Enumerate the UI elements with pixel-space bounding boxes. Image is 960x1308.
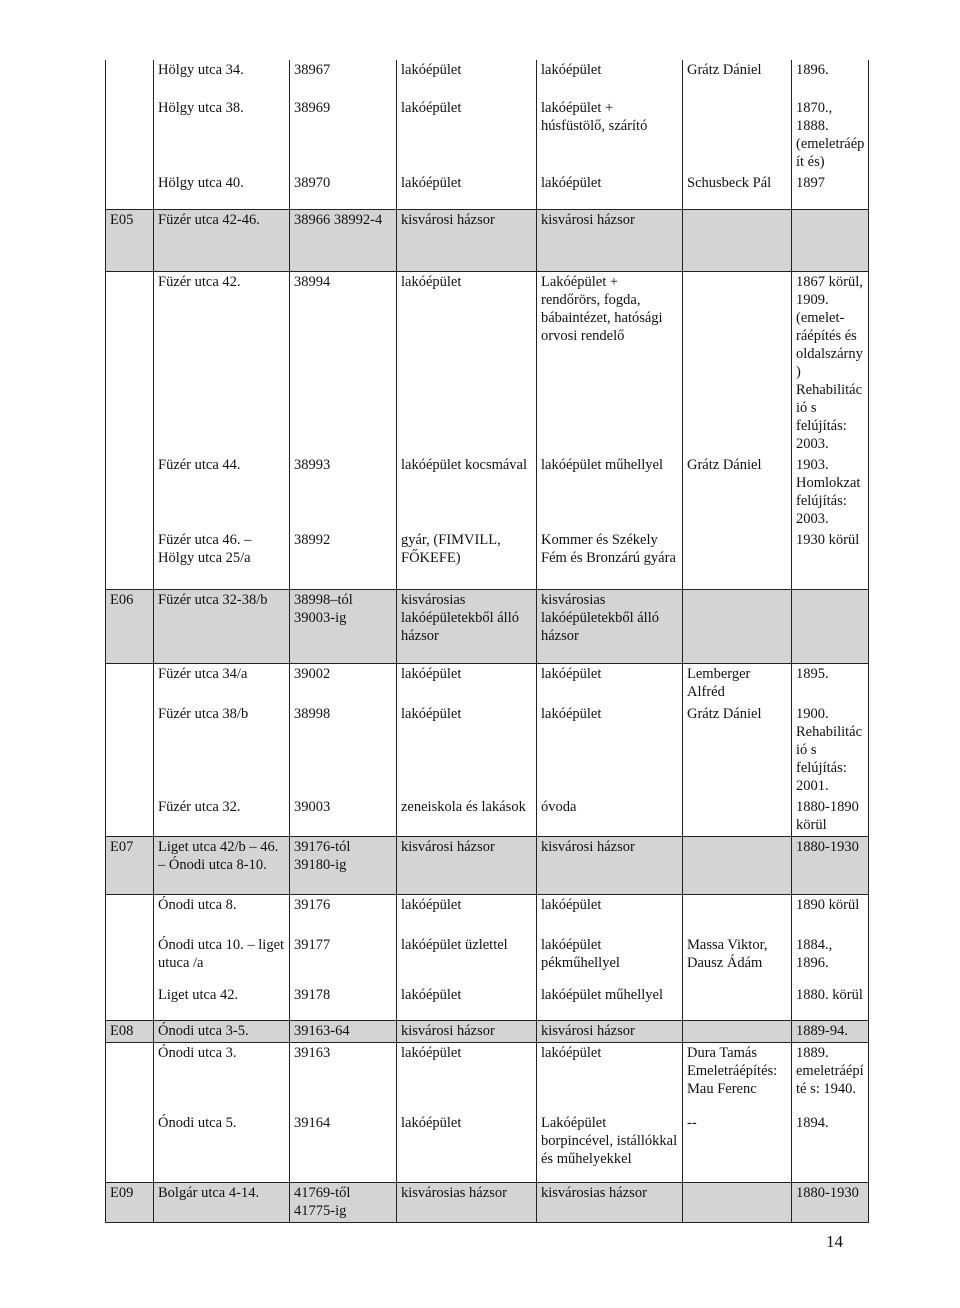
date-cell: 1930 körül bbox=[792, 530, 869, 590]
original-function-cell: lakóépület bbox=[397, 60, 537, 98]
entry-id bbox=[106, 797, 154, 837]
builder-cell bbox=[683, 797, 792, 837]
builder-cell: Massa Viktor, Dausz Ádám bbox=[683, 935, 792, 985]
builder-cell: Schusbeck Pál bbox=[683, 173, 792, 209]
builder-cell bbox=[683, 209, 792, 271]
date-cell: 1894. bbox=[792, 1113, 869, 1183]
lot-number-cell: 39163-64 bbox=[290, 1021, 397, 1043]
address-cell: Ónodi utca 3-5. bbox=[154, 1021, 290, 1043]
original-function-cell: lakóépület bbox=[397, 1043, 537, 1113]
table-row bbox=[106, 1043, 869, 1113]
entry-id bbox=[106, 271, 154, 455]
address-cell: Füzér utca 38/b bbox=[154, 704, 290, 797]
table-row bbox=[106, 895, 869, 935]
current-function-cell: lakóépület bbox=[537, 895, 683, 935]
original-function-cell: kisvárosi házsor bbox=[397, 1021, 537, 1043]
address-cell: Hölgy utca 34. bbox=[154, 60, 290, 98]
building-register-table bbox=[105, 60, 869, 1223]
table-row bbox=[106, 797, 869, 837]
lot-number-cell: 38970 bbox=[290, 173, 397, 209]
original-function-cell: zeneiskola és lakások bbox=[397, 797, 537, 837]
group-row bbox=[106, 590, 869, 664]
address-cell: Ónodi utca 8. bbox=[154, 895, 290, 935]
lot-number-cell: 39176 bbox=[290, 895, 397, 935]
address-cell: Ónodi utca 3. bbox=[154, 1043, 290, 1113]
date-cell: 1870., 1888. (emeletráépít és) bbox=[792, 98, 869, 173]
entry-id bbox=[106, 530, 154, 590]
builder-cell: -- bbox=[683, 1113, 792, 1183]
date-cell: 1890 körül bbox=[792, 895, 869, 935]
group-row bbox=[106, 1183, 869, 1223]
builder-cell: Grátz Dániel bbox=[683, 704, 792, 797]
lot-number-cell: 38966 38992-4 bbox=[290, 209, 397, 271]
original-function-cell: lakóépület bbox=[397, 98, 537, 173]
date-cell: 1880-1890 körül bbox=[792, 797, 869, 837]
entry-id bbox=[106, 173, 154, 209]
current-function-cell: kisvárosi házsor bbox=[537, 209, 683, 271]
entry-id bbox=[106, 664, 154, 704]
builder-cell: Lemberger Alfréd bbox=[683, 664, 792, 704]
lot-number-cell: 39178 bbox=[290, 985, 397, 1021]
builder-cell bbox=[683, 590, 792, 664]
original-function-cell: kisvárosi házsor bbox=[397, 209, 537, 271]
original-function-cell: lakóépület bbox=[397, 704, 537, 797]
lot-number-cell: 38967 bbox=[290, 60, 397, 98]
entry-id: E07 bbox=[106, 837, 154, 895]
address-cell: Füzér utca 42-46. bbox=[154, 209, 290, 271]
address-cell: Füzér utca 42. bbox=[154, 271, 290, 455]
date-cell: 1880-1930 bbox=[792, 1183, 869, 1223]
date-cell: 1897 bbox=[792, 173, 869, 209]
entry-id bbox=[106, 985, 154, 1021]
date-cell bbox=[792, 209, 869, 271]
lot-number-cell: 39163 bbox=[290, 1043, 397, 1113]
date-cell: 1880-1930 bbox=[792, 837, 869, 895]
table-row bbox=[106, 935, 869, 985]
original-function-cell: lakóépület bbox=[397, 1113, 537, 1183]
lot-number-cell: 38993 bbox=[290, 455, 397, 530]
address-cell: Hölgy utca 40. bbox=[154, 173, 290, 209]
entry-id bbox=[106, 935, 154, 985]
builder-cell bbox=[683, 1183, 792, 1223]
original-function-cell: lakóépület kocsmával bbox=[397, 455, 537, 530]
lot-number-cell: 39003 bbox=[290, 797, 397, 837]
current-function-cell: lakóépület műhellyel bbox=[537, 985, 683, 1021]
current-function-cell: lakóépület + húsfüstölő, szárító bbox=[537, 98, 683, 173]
table-row bbox=[106, 98, 869, 173]
lot-number-cell: 38992 bbox=[290, 530, 397, 590]
address-cell: Ónodi utca 5. bbox=[154, 1113, 290, 1183]
address-cell: Liget utca 42/b – 46. – Ónodi utca 8-10. bbox=[154, 837, 290, 895]
date-cell: 1900. Rehabilitáció s felújítás: 2001. bbox=[792, 704, 869, 797]
original-function-cell: gyár, (FIMVILL, FŐKEFE) bbox=[397, 530, 537, 590]
address-cell: Bolgár utca 4-14. bbox=[154, 1183, 290, 1223]
table-row bbox=[106, 704, 869, 797]
current-function-cell: óvoda bbox=[537, 797, 683, 837]
builder-cell bbox=[683, 98, 792, 173]
entry-id: E08 bbox=[106, 1021, 154, 1043]
entry-id bbox=[106, 704, 154, 797]
original-function-cell: lakóépület üzlettel bbox=[397, 935, 537, 985]
date-cell: 1884., 1896. bbox=[792, 935, 869, 985]
builder-cell bbox=[683, 271, 792, 455]
original-function-cell: lakóépület bbox=[397, 664, 537, 704]
entry-id: E05 bbox=[106, 209, 154, 271]
table-row bbox=[106, 271, 869, 455]
original-function-cell: lakóépület bbox=[397, 895, 537, 935]
builder-cell bbox=[683, 530, 792, 590]
builder-cell: Grátz Dániel bbox=[683, 60, 792, 98]
current-function-cell: kisvárosi házsor bbox=[537, 1021, 683, 1043]
current-function-cell: Lakóépület borpincével, istállókkal és műhelyekkel bbox=[537, 1113, 683, 1183]
date-cell: 1889. emeletráépíté s: 1940. bbox=[792, 1043, 869, 1113]
current-function-cell: lakóépület bbox=[537, 173, 683, 209]
lot-number-cell: 38998–tól 39003-ig bbox=[290, 590, 397, 664]
table-row bbox=[106, 530, 869, 590]
table-row bbox=[106, 455, 869, 530]
lot-number-cell: 38998 bbox=[290, 704, 397, 797]
lot-number-cell: 39002 bbox=[290, 664, 397, 704]
entry-id bbox=[106, 60, 154, 98]
table-row bbox=[106, 1113, 869, 1183]
group-row bbox=[106, 837, 869, 895]
current-function-cell: lakóépület bbox=[537, 704, 683, 797]
original-function-cell: kisvárosias lakóépületekből álló házsor bbox=[397, 590, 537, 664]
entry-id: E09 bbox=[106, 1183, 154, 1223]
table-row bbox=[106, 60, 869, 98]
table-row bbox=[106, 173, 869, 209]
builder-cell bbox=[683, 895, 792, 935]
entry-id bbox=[106, 895, 154, 935]
address-cell: Hölgy utca 38. bbox=[154, 98, 290, 173]
entry-id bbox=[106, 455, 154, 530]
original-function-cell: kisvárosias házsor bbox=[397, 1183, 537, 1223]
group-row bbox=[106, 209, 869, 271]
address-cell: Liget utca 42. bbox=[154, 985, 290, 1021]
date-cell: 1895. bbox=[792, 664, 869, 704]
table-body bbox=[106, 60, 869, 1223]
current-function-cell: lakóépület pékműhellyel bbox=[537, 935, 683, 985]
original-function-cell: lakóépület bbox=[397, 985, 537, 1021]
entry-id bbox=[106, 1113, 154, 1183]
lot-number-cell: 39176-tól 39180-ig bbox=[290, 837, 397, 895]
address-cell: Ónodi utca 10. – liget utuca /a bbox=[154, 935, 290, 985]
current-function-cell: lakóépület bbox=[537, 60, 683, 98]
builder-cell bbox=[683, 1021, 792, 1043]
original-function-cell: lakóépület bbox=[397, 271, 537, 455]
current-function-cell: lakóépület műhellyel bbox=[537, 455, 683, 530]
date-cell bbox=[792, 590, 869, 664]
original-function-cell: kisvárosi házsor bbox=[397, 837, 537, 895]
address-cell: Füzér utca 32. bbox=[154, 797, 290, 837]
builder-cell: Dura Tamás Emeletráépítés: Mau Ferenc bbox=[683, 1043, 792, 1113]
date-cell: 1896. bbox=[792, 60, 869, 98]
page-number: 14 bbox=[826, 1232, 843, 1251]
lot-number-cell: 38969 bbox=[290, 98, 397, 173]
address-cell: Füzér utca 34/a bbox=[154, 664, 290, 704]
current-function-cell: Lakóépület + rendőrörs, fogda, bábaintézet, hatósági orvosi rendelő bbox=[537, 271, 683, 455]
lot-number-cell: 39177 bbox=[290, 935, 397, 985]
date-cell: 1903. Homlokzat felújítás: 2003. bbox=[792, 455, 869, 530]
table-row bbox=[106, 985, 869, 1021]
current-function-cell: kisvárosi házsor bbox=[537, 837, 683, 895]
address-cell: Füzér utca 44. bbox=[154, 455, 290, 530]
builder-cell: Grátz Dániel bbox=[683, 455, 792, 530]
lot-number-cell: 39164 bbox=[290, 1113, 397, 1183]
entry-id bbox=[106, 1043, 154, 1113]
table-row bbox=[106, 664, 869, 704]
date-cell: 1889-94. bbox=[792, 1021, 869, 1043]
current-function-cell: kisvárosias házsor bbox=[537, 1183, 683, 1223]
address-cell: Füzér utca 32-38/b bbox=[154, 590, 290, 664]
current-function-cell: Kommer és Székely Fém és Bronzárú gyára bbox=[537, 530, 683, 590]
date-cell: 1880. körül bbox=[792, 985, 869, 1021]
builder-cell bbox=[683, 985, 792, 1021]
group-row bbox=[106, 1021, 869, 1043]
lot-number-cell: 41769-től 41775-ig bbox=[290, 1183, 397, 1223]
date-cell: 1867 körül, 1909. (emelet-ráépítés és oldalszárny) Rehabilitáció s felújítás: 2003. bbox=[792, 271, 869, 455]
lot-number-cell: 38994 bbox=[290, 271, 397, 455]
address-cell: Füzér utca 46. – Hölgy utca 25/a bbox=[154, 530, 290, 590]
entry-id: E06 bbox=[106, 590, 154, 664]
current-function-cell: lakóépület bbox=[537, 664, 683, 704]
builder-cell bbox=[683, 837, 792, 895]
current-function-cell: lakóépület bbox=[537, 1043, 683, 1113]
original-function-cell: lakóépület bbox=[397, 173, 537, 209]
current-function-cell: kisvárosias lakóépületekből álló házsor bbox=[537, 590, 683, 664]
entry-id bbox=[106, 98, 154, 173]
